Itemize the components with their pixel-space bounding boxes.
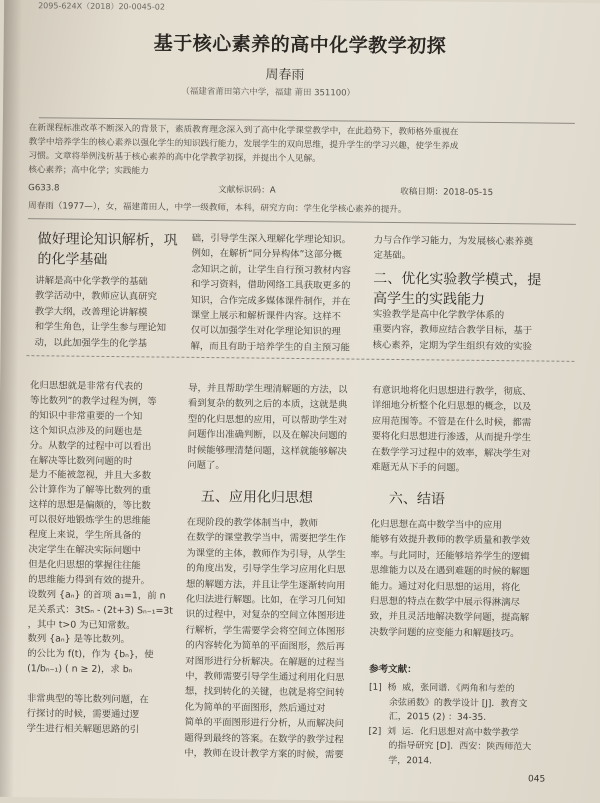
dashed-separator — [26, 355, 574, 362]
section-heading-5: 五、应用化归思想 — [200, 488, 314, 507]
classification: G633.8 — [28, 183, 60, 194]
author-bio: 周春雨（1977—），女，福建莆田人，中学一级教师，本科，研究方向：学生化学核心素养的提升。 — [27, 201, 407, 216]
abstract-line-2: 教学中培养学生的核心素养以强化学生的知识践行能力，发展学生的双向思维，提升学生的学习兴趣，使学生养成 — [28, 137, 459, 152]
upper-col2-text: 础，引导学生深入理解化学理论知识。 例如，在解析“同分异构体”这部分概 念知识之前，让学生自行预习教材内容 和学习资料，借助网络工具获取更多的 知识，合作完成多媒体课件制作，并在 课堂上展示和解析课件内容。这样不 仅可以加强学生对化学理论知识的理 解，而且有助于培养学生的自主预习能 — [190, 232, 352, 354]
meta-rule — [28, 218, 576, 225]
page-number: 045 — [527, 774, 546, 785]
lower-col3-text: 有意识地将化归思想进行教学，彻底、 详细地分析整个化归思想的概念，以及 应用范围等。不管是在什么时候，都需 要将化归思想进行渗透，从而提升学生 在数学学习过程中的效率，解决学生对 难题无从下手的问题。 — [371, 384, 532, 474]
binding-shadow — [0, 0, 22, 797]
upper-col3-text: 力与合作学习能力，为发展核心素养奠 定基础。 — [373, 234, 534, 262]
lower-col2-text2: 在现阶段的教学体制当中，教师 在数学的课堂教学当中，需要把学生作 为课堂的主体，教师作为引导，从学生 的角度出发，引导学生学习应用化归思 想的解题方法，并且让学生逐渐转向用 化归法进行解题。比如，在学习几何知 识的过程中，对复杂的空间立体图形进 行解析，学生需要学会将空间立体图形 的内容转化为简单的平面图形，然后再 对图形进行分析解决。在解题的过程当 中，教师需要引导学生通过利用化归思 想，找到转化的关键，也就是将空间转 化为简单的平面图形，然后通过对 简单的平面图形进行分析，从而解决问 题得到最终的答案。在数学的教学过程 中，教师在设计教学方案的时候，需要 — [184, 516, 346, 761]
lower-col2-text: 导，并且帮助学生理清解题的方法，以 看到复杂的数列之后的本质，这就是典 型的化归思想的应用，可以帮助学生对 问题作出准确判断，以及在解决问题的 时候能够理清楚问题，这样就能够解决 问题了。 — [187, 382, 348, 472]
article-title: 基于核心素养的高中化学教学初探 — [153, 32, 447, 58]
upper-col3-text2: 实验教学是高中化学教学体系的 重要内容，教师应结合教学目标，基于 核心素养，定期为学生组织有效的实验 — [372, 308, 533, 353]
lower-col1-text: 化归思想就是非常有代表的 等比数列”的教学过程为例，等 的知识中非常重要的一个知 这个知识点涉及的问题也是 分。从数学的过程中可以看出 在解决等比数列问题的时 是力不能被忽视，并且大多数 公计算作为了解等比数列的重 这样的思想是偏颇的，等比数 可以很好地锻炼学生的思维能 程度上来说，学生所具备的 决定学生在解决实际问题中 但是化归思想的掌握往往能 的思维能力得到有效的提升。 设数列 {aₙ} 的首项 a₁=1，前 n 足关系式：3tSₙ - (2t+3) Sₙ₋₁=3t ，其中 t>0 为已知常数。 数列 {aₙ} 是等比数列。 的公比为 f(t)，作为 {bₙ}，使 (1/bₙ₋₁) ( n ≥ 2)，求 bₙ 非常典型的等比数列问题，在 行探讨的时候，需要通过逻 学生进行相关解题思路的引 — [26, 380, 174, 736]
article-author: 周春雨 — [265, 67, 305, 84]
references-heading: 参考文献： — [369, 663, 417, 676]
abstract-line-1: 在新课程标准改革不断深入的背景下，素质教育理念深入到了高中化学课堂教学中，在此趋势下，教师格外重视在 — [28, 123, 459, 138]
received-date: 收稿日期：2018-05-15 — [400, 187, 494, 199]
document-code: 文献标识码：A — [218, 185, 276, 196]
section-heading-upper-col1: 做好理论知识解析，巩 的化学基础 — [37, 231, 178, 268]
abstract-line-3: 习惯。文章将举例浅析基于核心素养的高中化学教学初探，并提出个人见解。 — [28, 151, 321, 165]
issn-line: 2095-624X（2018）20-0045-02 — [38, 1, 166, 12]
author-affiliation: （福建省莆田第六中学，福建 莆田 351100） — [181, 86, 356, 99]
references-list: [1] 杨 威，张同谱．《两角和与差的 余弦函数》的教学设计 [J]．教育文 汇，2015 (2) ：34-35． [2] 刘 运．化归思想对高中数学教学 的指导研究 [D]．西安：陕西师范大 学，2014． — [368, 682, 532, 766]
section-heading-6: 六、结语 — [388, 490, 446, 508]
section-heading-2: 二、优化实验教学模式，提 高学生的实践能力 — [372, 270, 542, 308]
upper-col1-text: 讲解是高中化学教学的基础 教学活动中，教师应认真研究 教学大纲，改善理论讲解模 和学生角色，让学生参与理论知 动，以此加强学生的化学基 — [34, 275, 167, 350]
keywords-line: 核心素养；高中化学；实践能力 — [28, 165, 149, 177]
lower-col3-text2: 化归思想在高中数学当中的应用 能够有效提升教师的教学质量和教学效 率。与此同时，还能够培养学生的逻辑 思维能力以及在遇到难题的时候的解题 能力。通过对化归思想的运用，将化 归思想的特点在数学中展示得淋漓尽 致，并且灵活地解决数学问题，提高解 决数学问题的应变能力和解题技巧。 — [369, 518, 530, 640]
